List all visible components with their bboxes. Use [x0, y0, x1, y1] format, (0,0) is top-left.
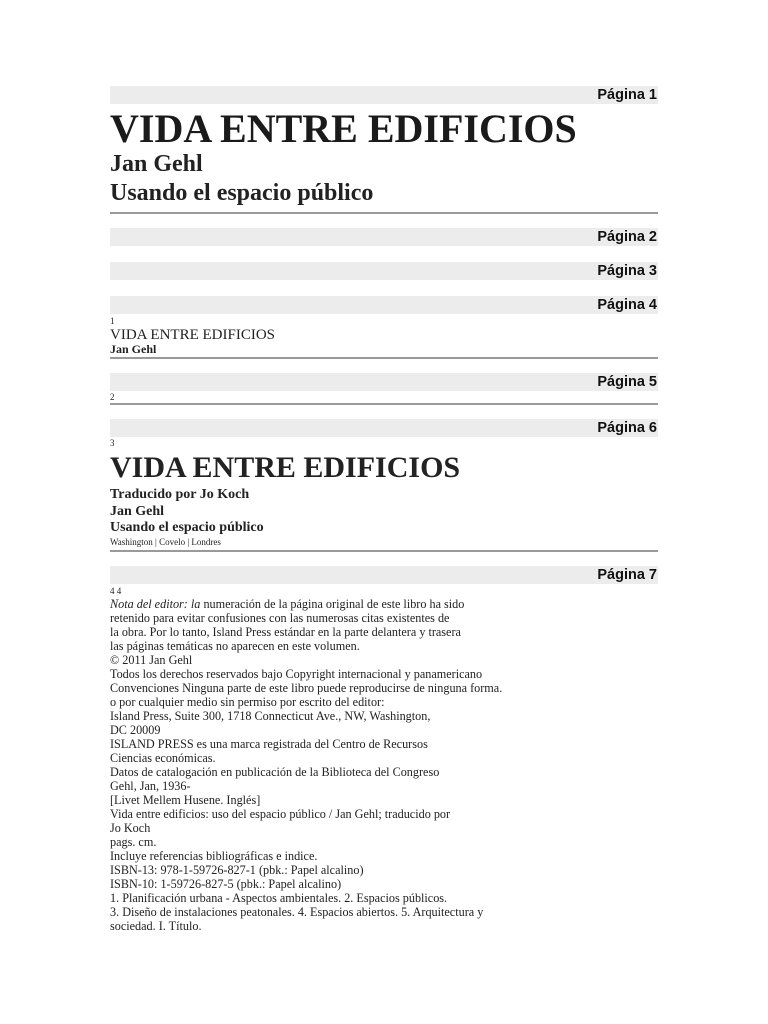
text-line: Ciencias económicas.	[110, 750, 216, 765]
text-line: ISLAND PRESS es una marca registrada del Centro de Recursos	[110, 736, 428, 751]
text-line: © 2011 Jan Gehl	[110, 652, 193, 667]
page-header-4: Página 4	[110, 296, 658, 314]
text-line: Convenciones Ninguna parte de este libro puede reproducirse de ninguna forma.	[110, 680, 503, 695]
text-line: Jo Koch	[110, 820, 151, 835]
document	[110, 86, 658, 933]
page-header-7: Página 7	[110, 566, 658, 584]
editor-note-label: Nota del editor: la	[110, 596, 201, 611]
text-line: pags. cm.	[110, 834, 157, 849]
publisher-places: Washington | Covelo | Londres	[110, 536, 221, 547]
book-subtitle: Usando el espacio público	[110, 180, 374, 206]
text-line: o por cualquier medio sin permiso por escrito del editor:	[110, 694, 385, 709]
section-title: VIDA ENTRE EDIFICIOS	[110, 327, 275, 343]
text-line: ISBN-13: 978-1-59726-827-1 (pbk.: Papel alcalino)	[110, 862, 364, 877]
text-line: 3. Diseño de instalaciones peatonales. 4. Espacios abiertos. 5. Arquitectura y	[110, 904, 484, 919]
book-author: Jan Gehl	[110, 151, 203, 177]
page-header-6: Página 6	[110, 419, 658, 437]
book-title: VIDA ENTRE EDIFICIOS	[110, 106, 577, 151]
text-line: [Livet Mellem Husene. Inglés]	[110, 792, 261, 807]
page-number: 2	[110, 392, 115, 402]
page-header-5: Página 5	[110, 373, 658, 391]
section-author: Jan Gehl	[110, 342, 157, 356]
page-header-2: Página 2	[110, 228, 658, 246]
page-number: 1	[110, 316, 115, 326]
page-number: 3	[110, 438, 115, 448]
text-line: Nota del editor: la numeración de la página original de este libro ha sido	[110, 596, 465, 611]
translator-line: Traducido por Jo Koch	[110, 487, 250, 502]
page-header-1: Página 1	[110, 86, 658, 104]
text-line: sociedad. I. Título.	[110, 918, 202, 933]
text-line: Incluye referencias bibliográficas e indice.	[110, 848, 318, 863]
section-author: Jan Gehl	[110, 503, 165, 519]
copyright-text	[110, 597, 658, 933]
text-line: ISBN-10: 1-59726-827-5 (pbk.: Papel alcalino)	[110, 876, 342, 891]
page-number: 4 4	[110, 585, 122, 596]
text-line: DC 20009	[110, 722, 161, 737]
section-title: VIDA ENTRE EDIFICIOS	[110, 451, 461, 484]
text-line: la obra. Por lo tanto, Island Press estándar en la parte delantera y trasera	[110, 624, 461, 639]
text-line: Gehl, Jan, 1936-	[110, 778, 191, 793]
page-header-3: Página 3	[110, 262, 658, 280]
text-line: 1. Planificación urbana - Aspectos ambientales. 2. Espacios públicos.	[110, 890, 448, 905]
text-line: Vida entre edificios: uso del espacio público / Jan Gehl; traducido por	[110, 806, 451, 821]
text-line: Datos de catalogación en publicación de la Biblioteca del Congreso	[110, 764, 440, 779]
text-line: retenido para evitar confusiones con las numerosas citas existentes de	[110, 610, 450, 625]
text-line: Island Press, Suite 300, 1718 Connecticut Ave., NW, Washington,	[110, 708, 431, 723]
section-subtitle: Usando el espacio público	[110, 520, 264, 535]
text-line: Todos los derechos reservados bajo Copyright internacional y panamericano	[110, 666, 483, 681]
text-line: las páginas temáticas no aparecen en este volumen.	[110, 638, 360, 653]
